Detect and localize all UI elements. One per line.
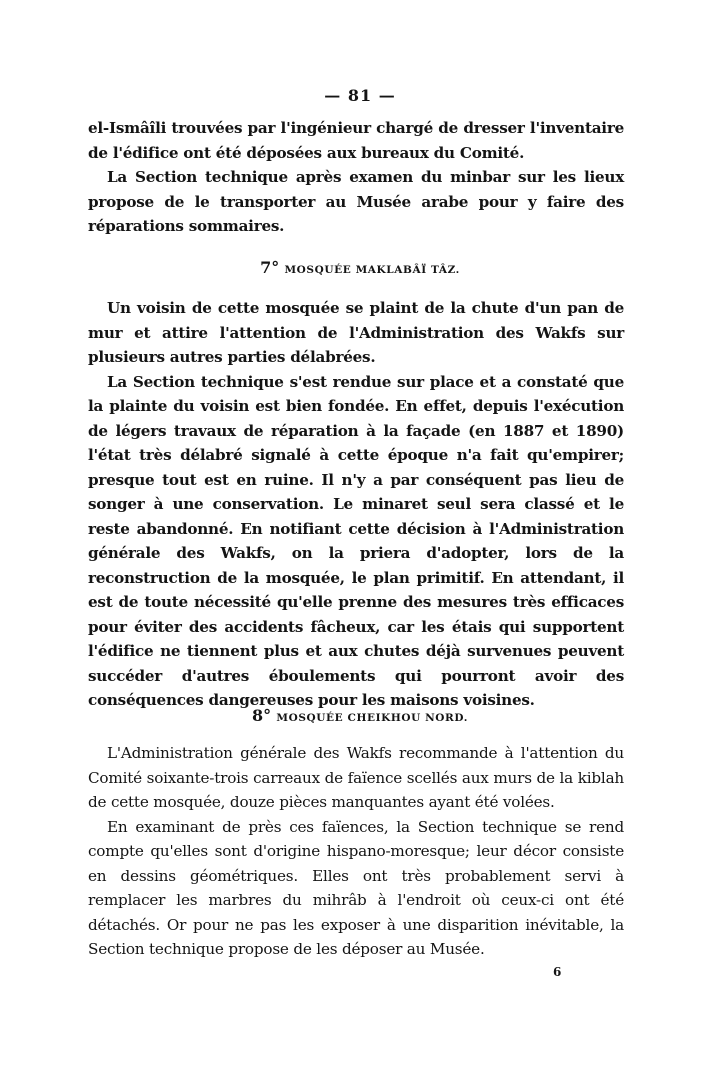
section-7-paragraph: La Section technique s'est rendue sur place et a constaté que la plainte du voisin est bien fondée. En effet, depuis l'exécution de légers travaux de réparation à la façade (en 1887 et 1890) l'état très délabré signalé à cette époque n'a fait qu'empirer; presque tout est en ruine. Il n'y a par conséquent pas lieu de songer à une conservation. Le minaret seul sera classé et le reste abandonné. En notifiant cette décision à l'Administration générale des Wakfs, on la priera d'adopter, lors de la reconstruction de la mosquée, le plan primitif. En attendant, il est de toute nécessité qu'elle prenne des mesures très efficaces pour éviter des accidents fâcheux, car les étais qui supportent l'édifice ne tiennent plus et aux chutes déjà survenues peuvent succéder d'autres éboulements qui pourront avoir des conséquences dangereuses pour les maisons voisines. xyxy=(88,372,624,709)
section-7-text-block xyxy=(88,296,624,713)
signature-mark: 6 xyxy=(553,965,562,979)
section-7-number: 7° xyxy=(260,258,280,277)
section-8-paragraph: En examinant de près ces faïences, la Section technique se rend compte qu'elles sont d'origine hispano-moresque; leur décor consiste en dessins géométriques. Elles ont très probablement servi à remplacer les marbres du mihrâb à l'endroit où ceux-ci ont été détachés. Or pour ne pas les exposer à une disparition inévitable, la Section technique propose de les déposer au Musée. xyxy=(88,817,624,958)
section-7-paragraph: Un voisin de cette mosquée se plaint de la chute d'un pan de mur et attire l'attention de l'Administration des Wakfs sur plusieurs autres parties délabrées. xyxy=(88,299,624,366)
section-8-title: MOSQUÉE CHEIKHOU NORD. xyxy=(276,712,468,724)
intro-text-block xyxy=(88,116,624,239)
section-8-paragraph: L'Administration générale des Wakfs recommande à l'attention du Comité soixante-trois carreaux de faïence scellés aux murs de la kiblah de cette mosquée, douze pièces manquantes ayant été volées. xyxy=(88,744,624,811)
page-number: — 81 — xyxy=(324,86,396,105)
intro-paragraph: el-Ismâîli trouvées par l'ingénieur chargé de dresser l'inventaire de l'édifice ont été déposées aux bureaux du Comité. xyxy=(88,119,624,162)
section-8-text-block xyxy=(88,741,624,962)
section-7-heading xyxy=(0,258,720,277)
intro-paragraph: La Section technique après examen du minbar sur les lieux propose de le transporter au Musée arabe pour y faire des réparations sommaires. xyxy=(88,168,624,235)
section-7-title: MOSQUÉE MAKLABÂÏ TÂZ. xyxy=(284,264,460,276)
section-8-number: 8° xyxy=(252,706,272,725)
section-8-heading xyxy=(0,706,720,725)
